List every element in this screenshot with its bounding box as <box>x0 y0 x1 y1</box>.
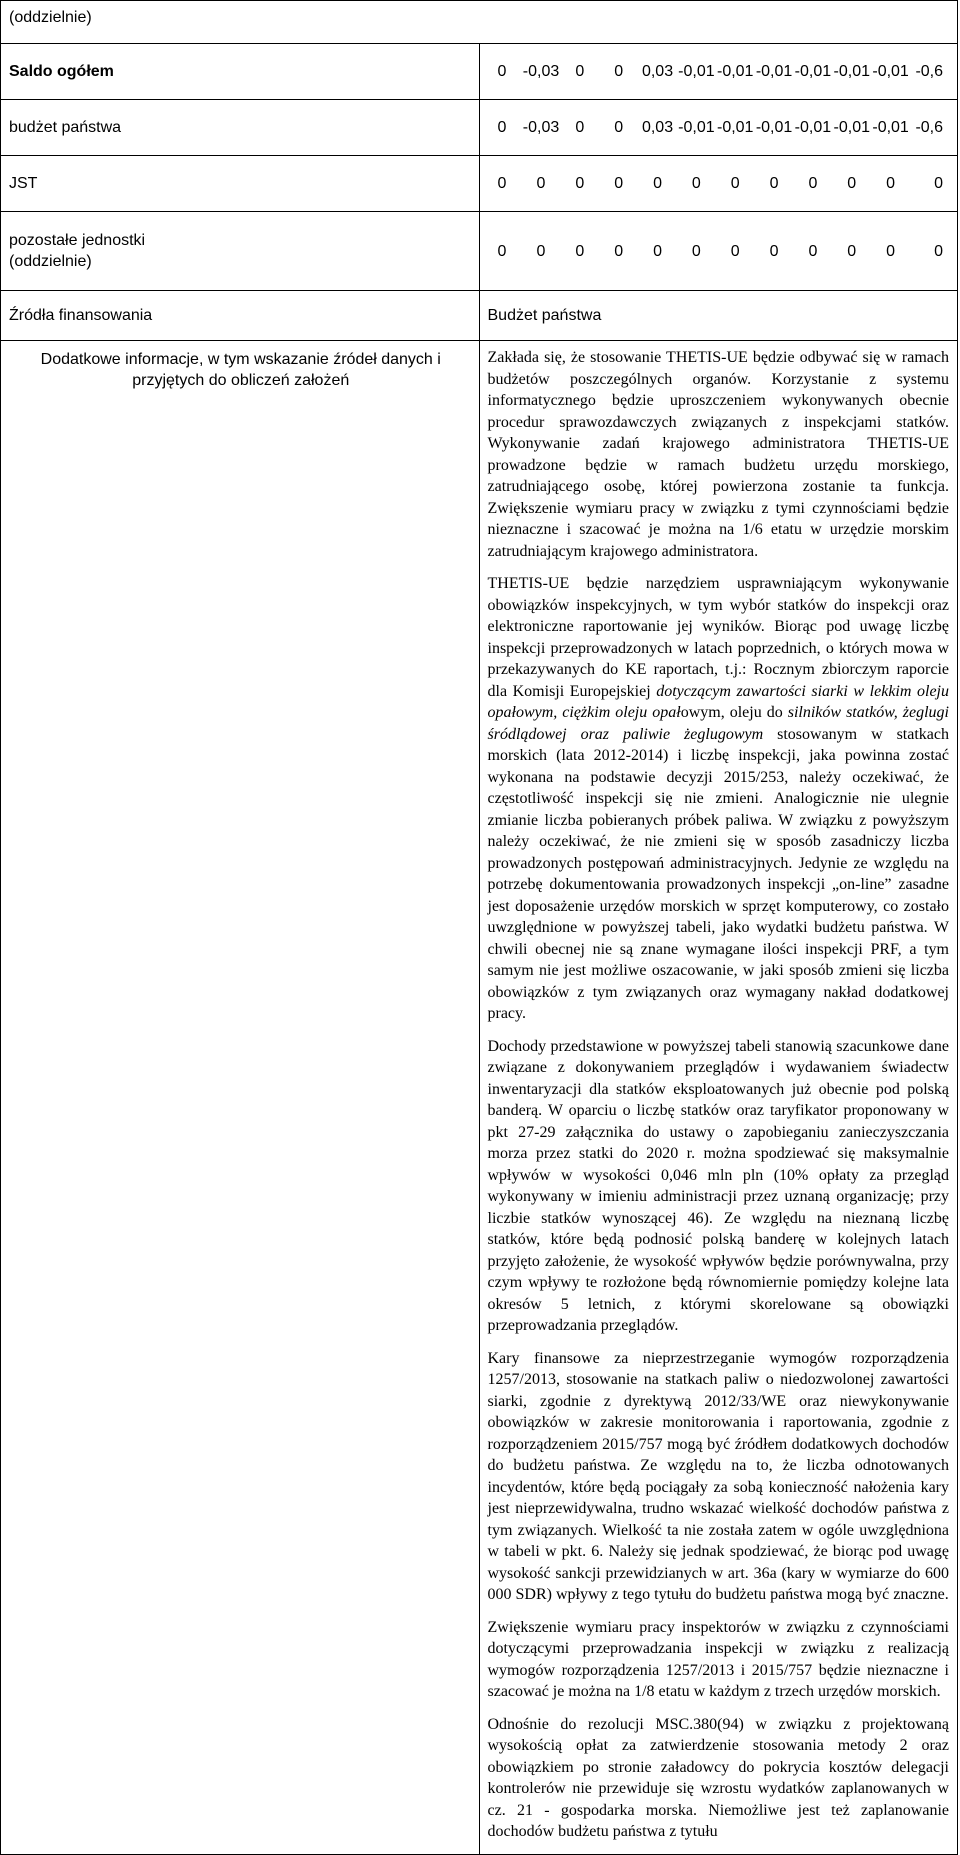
values-row <box>480 100 958 155</box>
value-cell: 0 <box>653 175 662 192</box>
value-cell: 0 <box>730 175 740 192</box>
value-cell: -0,01 <box>678 119 715 136</box>
table-row <box>1 100 958 156</box>
value-cell: 0 <box>808 175 818 192</box>
value-cell: 0 <box>730 242 740 260</box>
paragraph-2-text-a: THETIS-UE będzie narzędziem usprawniającym wykonywanie obowiązków inspekcyjnych, w tym wybór statków do inspekcji oraz elektroniczne raportowanie jej wyników. Biorąc pod uwagę liczbę inspekcji przeprowadzonych w latach poprzednich, o których mowa w przekazywanych do KE raportach, t.j.: Rocznym zbiorczym raporcie dla Komisji Europejskiej <box>487 575 949 700</box>
value-cell: -0,03 <box>522 63 560 80</box>
value-cell: -0,01 <box>716 119 754 136</box>
row-label-line2: (oddzielnie) <box>9 253 92 270</box>
paragraph-5: Zwiększenie wymiaru pracy inspektorów w związku z czynnościami dotyczącymi przeprowadzania inspekcji w związku z realizacją wymogów rozporządzenia 1257/2013 i 2015/757 będzie nieznaczne i szacować je można na 1/8 etatu w każdym z trzech urzędów morskich. <box>487 1618 949 1700</box>
row-label: Saldo ogółem <box>1 44 480 100</box>
value-cell: 0 <box>575 63 585 80</box>
value-cell: -0,01 <box>833 63 870 80</box>
value-cell: -0,01 <box>872 119 909 136</box>
sources-label: Źródła finansowania <box>1 291 480 341</box>
value-cell: -0,6 <box>915 119 944 136</box>
value-cell: -0,01 <box>833 119 870 136</box>
value-cell: 0 <box>847 175 857 192</box>
value-cell: -0,03 <box>522 119 560 136</box>
paragraph-2-text-b: owym, oleju do <box>680 704 788 721</box>
value-cell: 0 <box>691 242 701 260</box>
values-cell <box>479 212 958 291</box>
value-cell: 0 <box>614 119 624 136</box>
value-cell: -0,01 <box>794 119 832 136</box>
value-cell: -0,01 <box>794 63 832 80</box>
value-cell: 0 <box>497 119 507 136</box>
table-row <box>1 156 958 212</box>
top-label-cell <box>1 1 958 44</box>
paragraph-2-italic-a: dotyczącym zawartości siarki w lekkim oleju opałowym, ciężkim oleju opał <box>487 682 949 721</box>
value-cell: 0 <box>536 242 546 260</box>
paragraph-2 <box>488 573 950 1025</box>
paragraph-2-text-c: stosowanym w statkach morskich (lata 2012-2014) i liczbę inspekcji, jaka powinna zostać wykonana na podstawie decyzji 2015/253, należy oczekiwać, że częstotliwość inspekcji się nie zmieni. Analogicznie nie ulegnie zmianie liczba pobieranych próbek paliwa. W związku z powyższym należy oczekiwać, że nie zmieni się w sposób zasadniczy liczba prowadzonych postępowań administracyjnych. Jedynie ze względu na potrzebę dokumentowania prowadzonych inspekcji „on-line” zasadne jest doposażenie urzędów morskich w sprzęt komputerowy, co zostało uwzględnione w powyższej tabeli, jako wydatki budżetu państwa. W chwili obecnej nie są znane wymagane ilości inspekcji PRF, a tym samym nie jest możliwe oszacowanie, w jaki sposób zmieni się liczba obowiązków z tym związanych oraz wymagany nakład dodatkowej pracy. <box>487 725 950 1022</box>
value-cell: -0,01 <box>755 63 793 80</box>
value-cell: 0 <box>769 175 779 192</box>
info-label: Dodatkowe informacje, w tym wskazanie źródeł danych i przyjętych do obliczeń założeń <box>1 341 480 1855</box>
paragraph-6: Odnośnie do rezolucji MSC.380(94) w związku z projektowaną wysokością opłat za zatwierdzenie stosowania metody 2 oraz obowiązkiem po stronie załadowcy do pokrycia kosztów delegacji kontrolerów nie przewiduje się wzrostu wydatków zaplanowanych w cz. 21 - gospodarka morska. Niemożliwe jest też zaplanowanie dochodów budżetu państwa z tytułu <box>487 1715 949 1840</box>
value-cell: 0 <box>886 242 896 260</box>
table-row <box>1 44 958 100</box>
row-label: budżet państwa <box>1 100 480 156</box>
paragraph-4: Kary finansowe za nieprzestrzeganie wymogów rozporządzenia 1257/2013, stosowanie na statkach paliw o niedozwolonej zawartości siarki, zgodnie z dyrektywą 2012/33/WE oraz niewykonywanie obowiązków w zakresie monitorowania i raportowania, zgodnie z rozporządzeniem 2015/757 mogą być źródłem dodatkowych dochodów do budżetu państwa. Ze względu na to, że liczba odnotowanych incydentów, które będą pociągały za sobą konieczność nałożenia kary jest nieprzewidywalna, trudno wskazać wielkość dochodów państwa z tym związanych. Wielkość ta nie została zatem w ogóle uwzględniona w tabeli w pkt. 6. Należy się jednak spodziewać, że biorąc pod uwagę wysokość sankcji przewidzianych w art. 36a (kary w wymiarze do 600 000 SDR) wpływy z tego tytułu do budżetu państwa mogą być znaczne. <box>487 1349 949 1603</box>
value-cell: 0 <box>691 175 701 192</box>
value-cell: 0 <box>575 119 585 136</box>
row-label <box>1 212 480 291</box>
table-row <box>1 212 958 291</box>
value-cell: 0 <box>847 242 857 260</box>
value-cell: 0 <box>536 175 546 192</box>
value-cell: 0 <box>653 242 662 260</box>
value-cell: 0 <box>614 63 624 80</box>
values-row <box>480 44 958 99</box>
value-cell: 0 <box>614 175 624 192</box>
value-cell: -0,01 <box>755 119 793 136</box>
value-cell: 0 <box>886 175 896 192</box>
row-label-line1: pozostałe jednostki <box>9 232 146 249</box>
value-cell: -0,01 <box>716 63 754 80</box>
value-cell: 0 <box>575 242 585 260</box>
value-cell: 0 <box>614 242 624 260</box>
sources-value: Budżet państwa <box>479 291 958 341</box>
value-cell: 0 <box>934 242 944 260</box>
value-cell: 0 <box>497 63 507 80</box>
value-cell: 0 <box>575 175 585 192</box>
value-cell: 0,03 <box>641 119 674 136</box>
value-cell: -0,6 <box>915 63 944 80</box>
values-row <box>480 156 958 211</box>
value-cell: 0 <box>769 242 779 260</box>
values-cell <box>479 44 958 100</box>
values-cell <box>479 156 958 212</box>
values-cell <box>479 100 958 156</box>
value-cell: -0,01 <box>678 63 715 80</box>
value-cell: 0 <box>497 242 507 260</box>
value-cell: 0,03 <box>641 63 674 80</box>
paragraph-1: Zakłada się, że stosowanie THETIS-UE będzie odbywać się w ramach budżetów poszczególnych organów. Korzystanie z systemu informatycznego będzie uproszczeniem wykonywanych obecnie procedur sprawozdawczych związanych z inspekcjami statków. Wykonywanie zadań krajowego administratora THETIS-UE prowadzone będzie w ramach budżetu urzędu morskiego, zatrudniającego osobę, której powierzona zostanie ta funkcja. Zwiększenie wymiaru pracy w związku z tymi czynnościami będzie nieznaczne i szacować je można na 1/6 etatu w urzędzie morskim zatrudniającym krajowego administratora. <box>487 349 949 560</box>
values-row <box>480 212 958 290</box>
table-row <box>1 341 958 1855</box>
info-text <box>488 347 950 1843</box>
value-cell: 0 <box>934 175 944 192</box>
info-content <box>479 341 958 1855</box>
value-cell: -0,01 <box>872 63 909 80</box>
table-row <box>1 291 958 341</box>
paragraph-3: Dochody przedstawione w powyższej tabeli stanowią szacunkowe dane związane z dokonywaniem przeglądów i wydawaniem świadectw inwentaryzacji dla statków eksploatowanych już obecnie pod polską banderą. W oparciu o liczbę statków oraz taryfikator proponowany w pkt 27-29 załącznika do ustawy o zapobieganiu zanieczyszczania morza przez statki do 2020 r. można spodziewać się maksymalnie wpływów w wysokości 0,046 mln pln (10% opłaty za przegląd wykonywany w imieniu administracji przez uznaną organizację; przy liczbie statków wynoszącej 46). Ze względu na nieznaną liczbę statków, które będą podnosić polską banderę w kolejnych latach przyjęto założenie, że wysokość wpływów będzie porównywalna, przy czym wpływy te rozłożone będą równomiernie pomiędzy kolejne lata okresów 5 letnich, z którymi skorelowane są obowiązki przeprowadzania przeglądów. <box>487 1037 949 1334</box>
value-cell: 0 <box>808 242 818 260</box>
row-label: JST <box>1 156 480 212</box>
top-label: (oddzielnie) <box>9 9 92 26</box>
value-cell: 0 <box>497 175 507 192</box>
paragraph-2-italic-b: silników statków, żeglugi śródlądowej oraz paliwie żeglugowym <box>487 704 950 743</box>
table-row <box>1 1 958 44</box>
